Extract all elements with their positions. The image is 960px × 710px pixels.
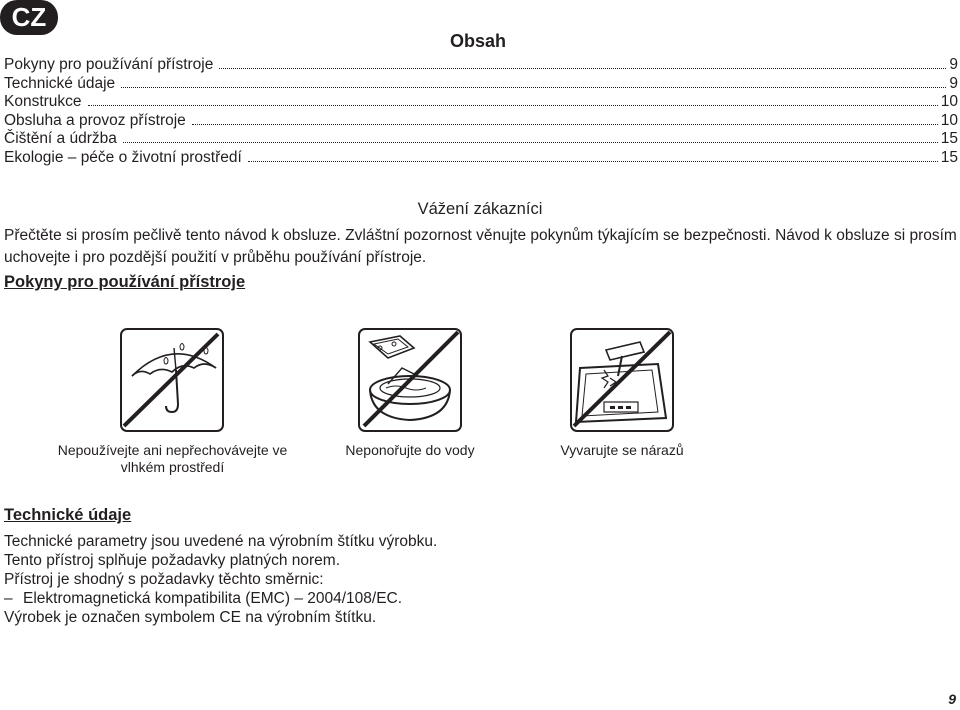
toc-leader <box>219 68 946 69</box>
pictogram-caption-water: Neponořujte do vody <box>345 442 475 458</box>
toc-item-label: Čištění a údržba <box>4 130 117 147</box>
toc-item <box>4 149 958 168</box>
toc-leader <box>123 142 938 143</box>
toc-item-label: Konstrukce <box>4 93 82 110</box>
technical-line: Tento přístroj splňuje požadavky platných norem. <box>4 552 341 569</box>
toc-item-label: Obsluha a provoz přístroje <box>4 111 186 129</box>
toc-item <box>4 93 958 112</box>
greeting-heading: Vážení zákazníci <box>417 200 543 218</box>
directive-item <box>4 589 437 608</box>
ce-line: Výrobek je označen symbolem CE na výrobním štítku. <box>4 609 377 626</box>
list-dash: – <box>4 590 13 607</box>
toc-leader <box>248 161 938 162</box>
directive-text: Elektromagnetická kompatibilita (EMC) – 2004/108/EC. <box>23 590 403 607</box>
toc-item <box>4 75 958 94</box>
toc-leader <box>88 105 938 106</box>
toc-leader <box>121 87 946 88</box>
technical-line: Technické parametry jsou uvedené na výrobním štítku výrobku. <box>4 533 438 550</box>
technical-details <box>4 532 437 627</box>
usage-section-title: Pokyny pro používání přístroje <box>4 273 246 291</box>
toc-item-label: Pokyny pro používání přístroje <box>4 56 214 73</box>
toc-item-page: 9 <box>949 74 958 92</box>
pictogram-caption-impact: Vyvarujte se nárazů <box>560 442 684 458</box>
pictogram-caption-humidity: Nepoužívejte ani nepřechovávejte ve vlhkém prostředí <box>57 442 288 475</box>
toc-item <box>4 56 958 75</box>
toc-item-label: Technické údaje <box>4 74 116 92</box>
toc-item <box>4 112 958 131</box>
no-umbrella-icon <box>120 328 224 432</box>
no-water-immersion-icon <box>358 328 462 432</box>
intro-paragraph: Přečtěte si prosím pečlivě tento návod k obsluze. Zvláštní pozornost věnujte pokynům týkajícím se bezpečnosti. Návod k obsluze si prosím uchovejte i pro pozdější použití v průběhu používání přístroje. <box>4 227 957 266</box>
toc-item <box>4 130 958 149</box>
toc-leader <box>192 124 938 125</box>
toc-item-page: 10 <box>940 111 958 129</box>
toc-item-page: 9 <box>949 56 958 73</box>
page-number: 9 <box>948 691 956 707</box>
technical-line: Přístroj je shodný s požadavky těchto směrnic: <box>4 571 324 588</box>
technical-section-title: Technické údaje <box>4 506 132 524</box>
language-badge: CZ <box>0 0 58 35</box>
toc-title: Obsah <box>450 31 507 51</box>
toc-item-page: 10 <box>940 93 958 110</box>
no-impact-icon <box>570 328 674 432</box>
toc-item-page: 15 <box>940 148 958 166</box>
table-of-contents <box>4 56 958 167</box>
toc-item-page: 15 <box>940 130 958 147</box>
toc-item-label: Ekologie – péče o životní prostředí <box>4 148 242 166</box>
